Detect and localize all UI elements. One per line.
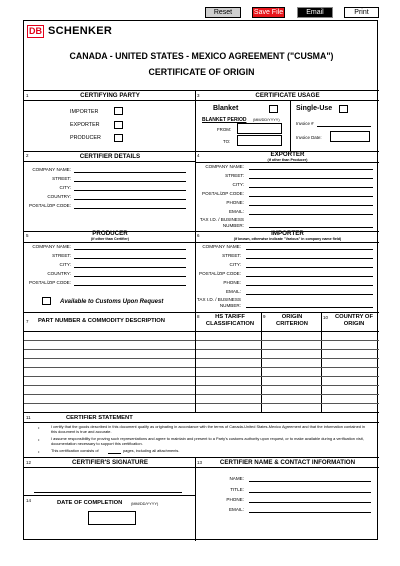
blanket-period-format: (MM/DD/YYYY)	[253, 118, 280, 122]
hs-tariff-heading	[200, 314, 260, 328]
s5-country-input[interactable]	[74, 276, 186, 277]
page-count-input[interactable]	[108, 453, 121, 454]
certificate-usage-heading: CERTIFICATE USAGE	[255, 92, 320, 99]
s5-postal-label: POSTAL/ZIP CODE:	[29, 280, 71, 285]
country-of-origin-heading	[329, 314, 379, 328]
s2-company-label: COMPANY NAME:	[32, 167, 71, 172]
producer-heading: PRODUCER	[92, 230, 128, 237]
goods-row[interactable]	[24, 403, 379, 404]
s4-phone-input[interactable]	[249, 205, 373, 206]
s4-tax-input[interactable]	[249, 227, 373, 228]
to-date-input[interactable]	[237, 135, 282, 146]
s6-postal-label: POSTAL/ZIP CODE:	[199, 271, 241, 276]
s2-postal-label: POSTAL/ZIP CODE:	[29, 203, 71, 208]
brand-name: SCHENKER	[48, 25, 113, 37]
section-7-number: 7	[26, 319, 29, 324]
importer-label: IMPORTER	[70, 109, 99, 115]
goods-row[interactable]	[24, 358, 379, 359]
s4-tax-label-2: NUMBER:	[222, 223, 244, 228]
s2-street-label: STREET:	[52, 176, 71, 181]
producer-checkbox[interactable]	[114, 134, 123, 142]
s13-phone-label: PHONE:	[226, 497, 244, 502]
importer-subheading: (if known, otherwise indicate "Various" in company name field)	[233, 237, 342, 241]
s6-street-input[interactable]	[246, 258, 373, 259]
section-5-number: 5	[26, 233, 29, 238]
page-subtitle: CERTIFICATE OF ORIGIN	[148, 67, 255, 77]
s5-city-label: CITY:	[59, 262, 71, 267]
s4-street-label: STREET:	[225, 173, 244, 178]
s2-postal-input[interactable]	[74, 208, 186, 209]
statement-2: I assume responsibility for proving such representations and agree to maintain and present to a Party's customs authority upon request, or to make available during a verification visit, documentation necessary to support this certification.	[51, 436, 364, 446]
certifier-details-heading: CERTIFIER DETAILS	[79, 153, 141, 160]
s13-title-input[interactable]	[249, 492, 371, 493]
db-logo: DB	[29, 26, 42, 36]
certificate-form	[23, 20, 378, 540]
s13-phone-input[interactable]	[249, 502, 371, 503]
s4-email-label: EMAIL:	[228, 209, 244, 214]
s6-phone-label: PHONE:	[223, 280, 241, 285]
page-title: CANADA - UNITED STATES - MEXICO AGREEMENT ("CUSMA")	[69, 51, 334, 61]
section-8-number: 8	[197, 314, 200, 319]
origin-criterion-heading	[267, 314, 317, 328]
s4-company-label: COMPANY NAME:	[205, 164, 244, 169]
invoice-date-label: Invoice Date:	[296, 135, 322, 140]
available-to-customs-checkbox[interactable]	[42, 297, 51, 305]
s13-email-input[interactable]	[249, 512, 371, 513]
statement-3-end: pages, including all attachments.	[123, 448, 180, 453]
part-number-heading: PART NUMBER & COMMODITY DESCRIPTION	[38, 318, 165, 324]
s4-postal-input[interactable]	[249, 196, 373, 197]
s6-street-label: STREET:	[222, 253, 241, 258]
s6-city-input[interactable]	[246, 267, 373, 268]
s4-company-input[interactable]	[249, 169, 373, 170]
s5-street-input[interactable]	[74, 258, 186, 259]
statement-3-start: This certification consists of	[51, 448, 99, 453]
single-use-checkbox[interactable]	[339, 105, 348, 113]
exporter-label: EXPORTER	[70, 122, 100, 128]
section-12-number: 12	[26, 460, 32, 465]
s5-company-label: COMPANY NAME:	[32, 244, 71, 249]
s6-email-label: EMAIL:	[225, 289, 241, 294]
goods-row[interactable]	[24, 349, 379, 350]
exporter-subheading: (if other than Producer)	[267, 158, 308, 162]
origin-criterion-line2: CRITERION	[276, 321, 308, 327]
s6-city-label: CITY:	[229, 262, 241, 267]
s13-name-label: NAME:	[229, 476, 244, 481]
s13-name-input[interactable]	[249, 481, 371, 482]
blanket-label: Blanket	[213, 105, 239, 112]
invoice-date-input[interactable]	[330, 131, 370, 142]
section-14-number: 14	[26, 498, 32, 503]
goods-row[interactable]	[24, 376, 379, 377]
bullet-1: •	[38, 425, 40, 430]
section-4-number: 4	[197, 153, 200, 158]
invoice-number-label: Invoice #	[296, 121, 314, 126]
section-6-number: 6	[197, 233, 200, 238]
s2-street-input[interactable]	[74, 181, 186, 182]
exporter-heading: EXPORTER	[270, 151, 305, 158]
s5-street-label: STREET:	[52, 253, 71, 258]
s4-postal-label: POSTAL/ZIP CODE:	[202, 191, 244, 196]
goods-row[interactable]	[24, 394, 379, 395]
s6-phone-input[interactable]	[246, 285, 373, 286]
importer-heading: IMPORTER	[271, 230, 304, 237]
hs-tariff-line1: HS TARIFF	[215, 314, 245, 320]
origin-criterion-line1: ORIGIN	[281, 314, 303, 320]
print-button[interactable]: Print	[344, 7, 379, 18]
signature-line[interactable]	[34, 492, 182, 493]
s6-company-label: COMPANY NAME:	[202, 244, 241, 249]
s2-city-input[interactable]	[74, 190, 186, 191]
s5-company-input[interactable]	[74, 249, 186, 250]
goods-row[interactable]	[24, 385, 379, 386]
s4-tax-label-1: TAX I.D. / BUSINESS	[199, 217, 244, 222]
date-of-completion-heading: DATE OF COMPLETION	[57, 500, 123, 506]
section-2-number: 2	[26, 153, 29, 158]
section-13-number: 13	[197, 460, 203, 465]
section-9-number: 9	[263, 314, 266, 319]
s4-phone-label: PHONE:	[226, 200, 244, 205]
s6-tax-label-1: TAX I.D. / BUSINESS	[196, 297, 241, 302]
s5-city-input[interactable]	[74, 267, 186, 268]
s2-city-label: CITY:	[59, 185, 71, 190]
from-date-input[interactable]	[237, 123, 282, 134]
goods-row[interactable]	[24, 367, 379, 368]
blanket-period-label: BLANKET PERIOD	[202, 117, 247, 123]
country-of-origin-line1: COUNTRY OF	[334, 314, 373, 320]
exporter-checkbox[interactable]	[114, 121, 123, 129]
to-label: TO:	[223, 139, 231, 144]
bullet-3: •	[38, 449, 40, 454]
invoice-number-input[interactable]	[317, 126, 371, 127]
date-of-completion-format: (MM/DD/YYYY)	[131, 501, 159, 506]
section-3-number: 3	[197, 93, 200, 98]
save-file-button[interactable]: Save File	[253, 9, 284, 16]
blanket-checkbox[interactable]	[269, 105, 278, 113]
section-1-number: 1	[26, 93, 29, 98]
certifying-party-heading: CERTIFYING PARTY	[80, 92, 140, 99]
reset-button[interactable]: Reset	[205, 7, 241, 18]
s4-email-input[interactable]	[249, 214, 373, 215]
s6-tax-input[interactable]	[246, 307, 373, 308]
s2-company-input[interactable]	[74, 172, 186, 173]
s2-country-input[interactable]	[74, 199, 186, 200]
s6-tax-label-2: NUMBER:	[219, 303, 241, 308]
s6-postal-input[interactable]	[246, 276, 373, 277]
s4-city-input[interactable]	[249, 187, 373, 188]
s13-title-label: TITLE:	[230, 487, 244, 492]
hs-tariff-line2: CLASSIFICATION	[205, 321, 255, 327]
s13-email-label: EMAIL:	[228, 507, 244, 512]
single-use-label: Single-Use	[296, 105, 333, 112]
certifier-signature-heading: CERTIFIER'S SIGNATURE	[72, 459, 148, 466]
certifier-statement-heading: CERTIFIER STATEMENT	[66, 415, 133, 421]
email-button[interactable]: Email	[297, 7, 333, 18]
certifier-contact-heading: CERTIFIER NAME & CONTACT INFORMATION	[219, 459, 356, 466]
s2-country-label: COUNTRY:	[47, 194, 71, 199]
date-of-completion-input[interactable]	[88, 511, 136, 525]
section-11-number: 11	[26, 415, 31, 420]
s5-country-label: COUNTRY:	[47, 271, 71, 276]
goods-row[interactable]	[24, 340, 379, 341]
bullet-2: •	[38, 437, 40, 442]
from-label: FROM:	[217, 127, 232, 132]
country-of-origin-line2: ORIGIN	[343, 321, 365, 327]
s4-city-label: CITY:	[232, 182, 244, 187]
s4-street-input[interactable]	[249, 178, 373, 179]
s6-company-input[interactable]	[246, 249, 373, 250]
s6-email-input[interactable]	[246, 294, 373, 295]
statement-1: I certify that the goods described in this document qualify as originating in accordance with the terms of Canada-United States-Mexico Agreement and that the information contained in this document is true and accurate.	[51, 424, 366, 434]
producer-subheading: (if other than Certifier)	[91, 237, 129, 241]
available-to-customs-label: Available to Customs Upon Request	[60, 299, 164, 305]
producer-label: PRODUCER	[70, 135, 101, 141]
importer-checkbox[interactable]	[114, 107, 123, 115]
section-10-number: 10	[323, 315, 329, 320]
s5-postal-input[interactable]	[74, 285, 186, 286]
